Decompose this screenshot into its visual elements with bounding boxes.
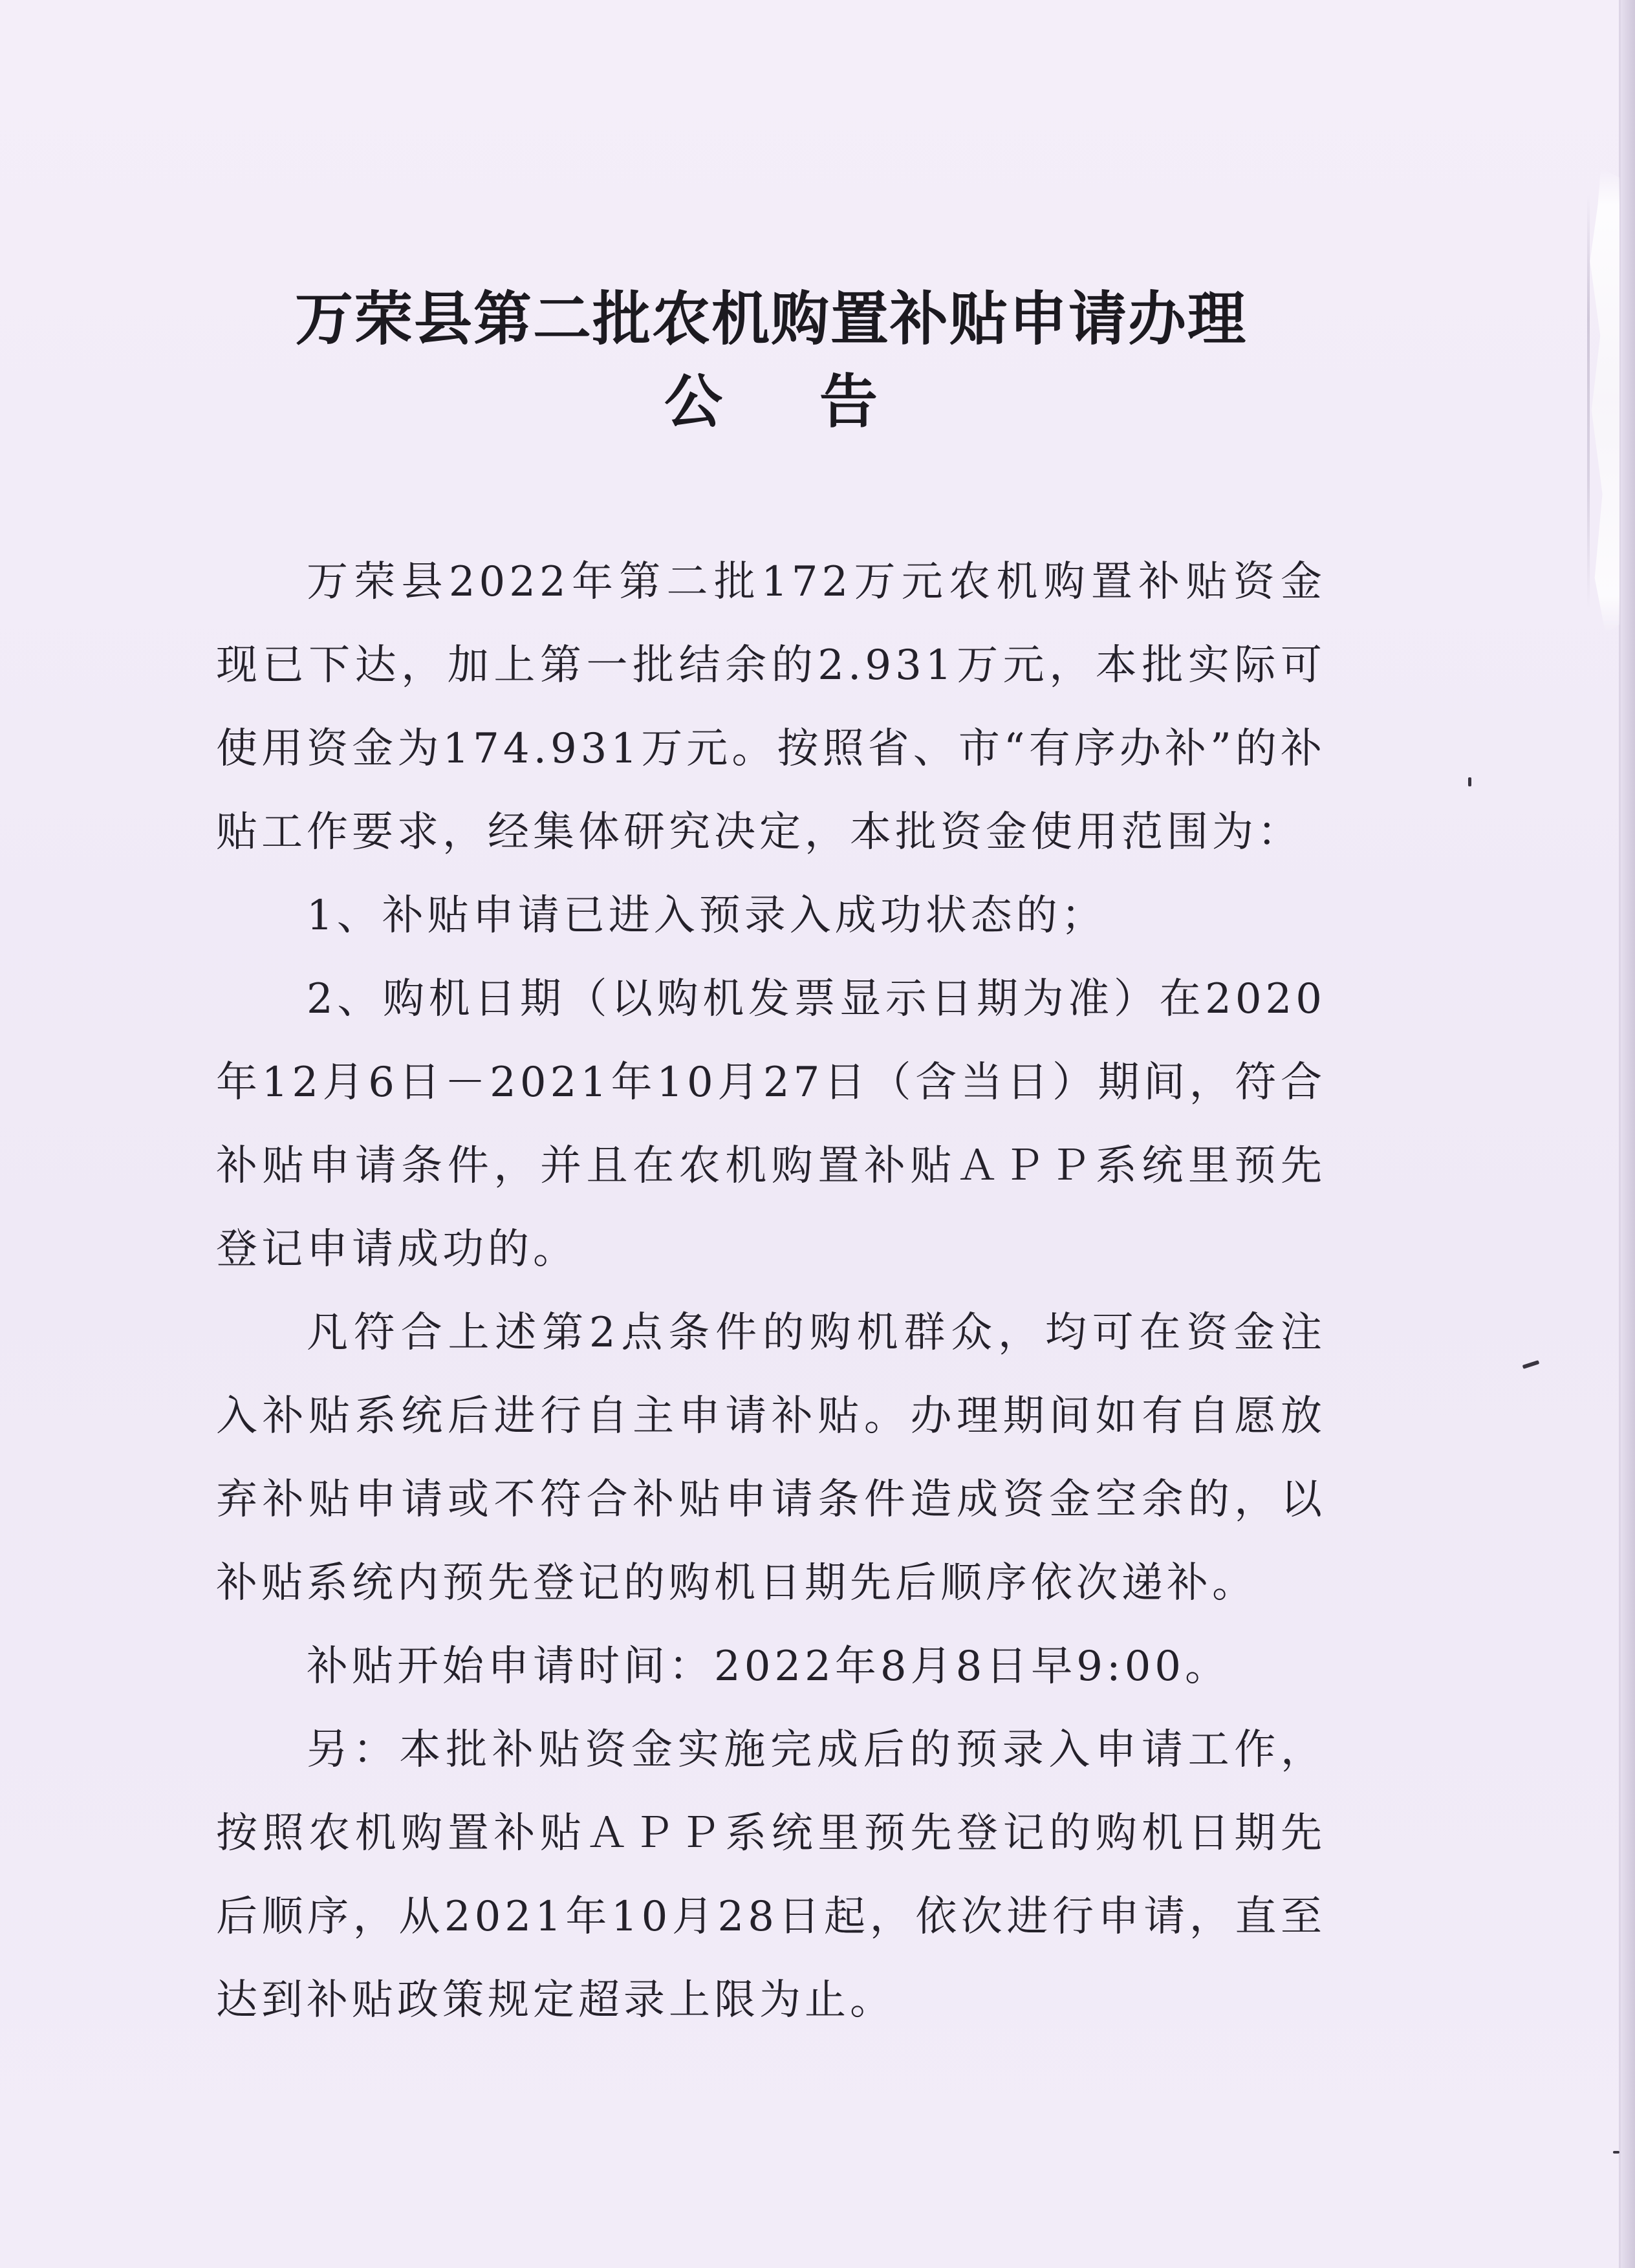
torn-paper-edge [1588, 168, 1619, 634]
scan-speck [1613, 2151, 1619, 2154]
paragraph-condition-2: 2、购机日期（以购机发票显示日期为准）在2020年12月6日－2021年10月27日（含当日）期间，符合补贴申请条件，并且在农机购置补贴ＡＰＰ系统里预先登记申请成功的。 [216, 975, 1326, 1273]
paragraph-condition-1: 1、补贴申请已进入预录入成功状态的； [307, 892, 1107, 940]
paragraph-funding: 万荣县2022年第二批172万元农机购置补贴资金现已下达，加上第一批结余的2.931万元，本批实际可使用资金为174.931万元。按照省、市“有序办补”的补贴工作要求，经集体研究决定，本批资金使用范围为： [216, 558, 1326, 856]
paragraph-application: 凡符合上述第2点条件的购机群众，均可在资金注入补贴系统后进行自主申请补贴。办理期间如有自愿放弃补贴申请或不符合补贴申请条件造成资金空余的，以补贴系统内预先登记的购机日期先后顺序依次递补。 [216, 1309, 1326, 1607]
notice-body [216, 541, 1326, 2042]
torn-edge-shadow [1587, 194, 1590, 608]
paragraph-start-time: 补贴开始申请时间：2022年8月8日早9:00。 [307, 1643, 1231, 1690]
notice-title: 万荣县第二批农机购置补贴申请办理 [295, 285, 1247, 353]
notice-subtitle: 公告 [664, 368, 975, 436]
notice-content [216, 278, 1326, 2042]
scan-speck [1468, 777, 1471, 786]
page-edge-strip [1621, 0, 1635, 2268]
paragraph-additional: 另：本批补贴资金实施完成后的预录入申请工作，按照农机购置补贴ＡＰＰ系统里预先登记的购机日期先后顺序，从2021年10月28日起，依次进行申请，直至达到补贴政策规定超录上限为止。 [216, 1726, 1326, 2024]
scan-speck [1522, 1360, 1540, 1369]
